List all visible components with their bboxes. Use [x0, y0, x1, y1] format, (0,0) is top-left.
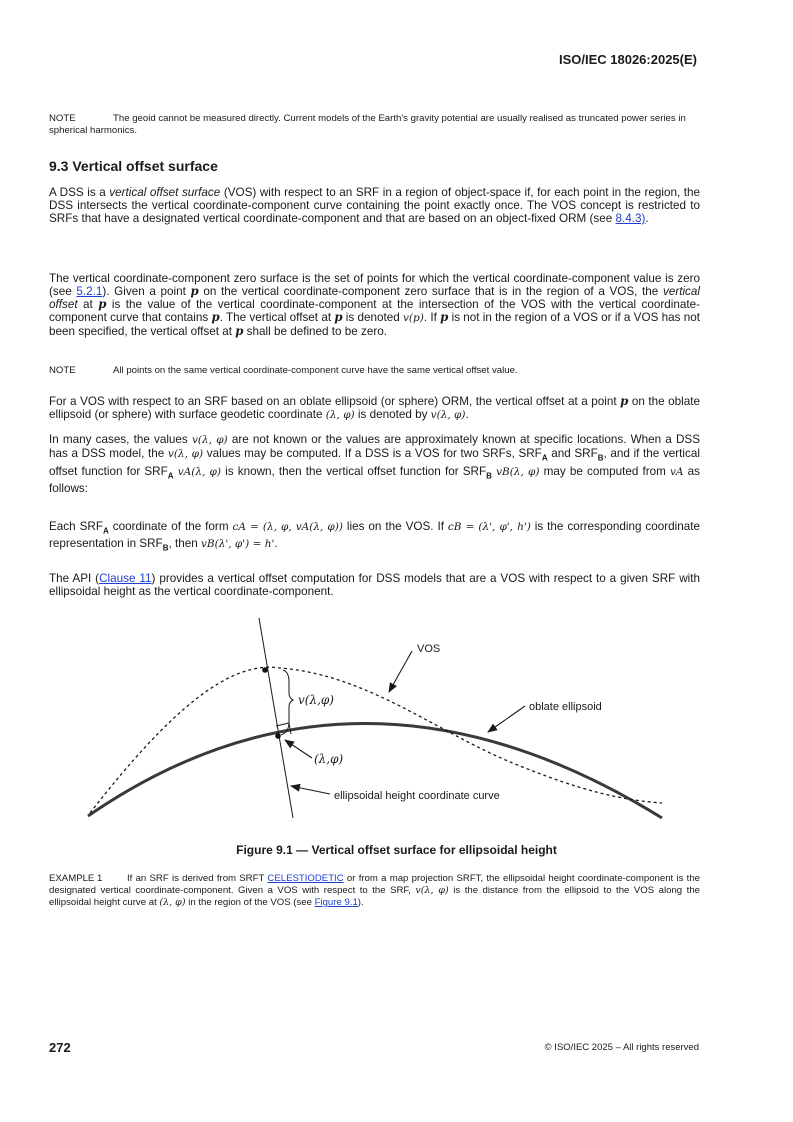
note-tag: NOTE — [49, 113, 76, 124]
page-number: 272 — [49, 1040, 71, 1055]
link-clause-11[interactable]: Clause 11 — [99, 572, 152, 585]
note-text: The geoid cannot be measured directly. Current models of the Earth's gravity potential are usually realised as truncated power series in spherical harmonics. — [49, 113, 686, 136]
paragraph-vertical-offset: The vertical coordinate-component zero surface is the set of points for which the vertical coordinate-component value is zero (see 5.2.1). Given a point p on the vertical coordinate-component zero surface that is in the region of a VOS, the vertical offset at p is the value of the vertical coordinate-component at the intersection of the VOS with the vertical coordinate-component curve that contains p. The vertical offset at p is denoted v(p). If p is not in the region of a VOS or if a VOS has not been specified, the vertical offset at p shall be defined to be zero. — [49, 272, 700, 339]
note-text: All points on the same vertical coordinate-component curve have the same vertical offset value. — [113, 365, 518, 376]
paragraph-vos-definition: A DSS is a vertical offset surface (VOS) with respect to an SRF in a region of object-space if, for each point in the region, the DSS intersects the vertical coordinate-component curve containing the point exactly once. The VOS concept is restricted to SRFs that have a designated vertical coordinate-component and that are based on an object-fixed ORM (see 8.4.3). — [49, 186, 700, 226]
example-1: EXAMPLE 1 If an SRF is derived from SRFT CELESTIODETIC or from a map projection SRFT, the ellipsoidal height coordinate-component is the designated vertical coordinate-component. Given a VOS with respect to the SRF, v(λ, φ) is the distance from the ellipsoid to the VOS along the ellipsoidal height curve at (λ, φ) in the region of the VOS (see Figure 9.1). — [49, 873, 700, 908]
paragraph-api: The API (Clause 11) provides a vertical offset computation for DSS models that are a VOS with respect to a given SRF with ellipsoidal height as the vertical coordinate-component. — [49, 572, 701, 599]
vos-intersection-point — [262, 667, 268, 673]
ellipsoidal-height-curve-line — [259, 618, 293, 818]
ellipsoid-point — [275, 733, 281, 739]
arrow-to-vos — [389, 651, 412, 692]
section-heading: 9.3 Vertical offset surface — [49, 158, 218, 174]
figure-caption: Figure 9.1 — Vertical offset surface for ellipsoidal height — [236, 843, 557, 857]
term-vos: vertical offset surface — [109, 186, 221, 199]
paragraph-dss-model: In many cases, the values v(λ, φ) are not known or the values are approximately known at specific locations. When a DSS has a DSS model, the v(λ, φ) values may be computed. If a DSS is a VOS for two SRFs, $SRF_A$ and $SRF_B$, and if the vertical offset function for $SRF_A$ vA(λ, φ) is known, then the vertical offset function for $SRF_B$ vB(λ, φ) may be computed from vA as follows: — [49, 433, 701, 495]
example-tag: EXAMPLE 1 — [49, 873, 103, 884]
link-8-4-3[interactable]: 8.4.3) — [615, 212, 646, 226]
link-celestiodetic[interactable]: CELESTIODETIC — [267, 873, 344, 884]
copyright-notice: © ISO/IEC 2025 – All rights reserved — [544, 1042, 699, 1053]
term-vertical-offset: vertical offset — [49, 285, 700, 312]
link-figure-9-1[interactable]: Figure 9.1 — [314, 897, 358, 908]
arrow-to-ellipsoid — [488, 706, 525, 732]
label-point-coordinates: (λ,φ) — [314, 752, 344, 766]
oblate-ellipsoid-curve — [88, 723, 662, 818]
document-id-header: ISO/IEC 18026:2025(E) — [558, 52, 697, 67]
link-5-2-1[interactable]: 5.2.1 — [76, 285, 103, 299]
label-height-curve: ellipsoidal height coordinate curve — [334, 790, 500, 802]
offset-brace — [281, 670, 293, 735]
label-oblate-ellipsoid: oblate ellipsoid — [529, 701, 602, 713]
arrow-to-point — [285, 740, 312, 758]
label-vertical-offset: v(λ,φ) — [298, 693, 334, 707]
paragraph-oblate-ellipsoid: For a VOS with respect to an SRF based on an oblate ellipsoid (or sphere) ORM, the vertical offset at a point p on the oblate ellipsoid (or sphere) with surface geodetic coordinate (λ, φ) is denoted by v(λ, φ). — [49, 394, 700, 422]
paragraph-coordinate-form: Each $SRF_A$ coordinate of the form cA = (λ, φ, vA(λ, φ)) lies on the VOS. If cB = (λ', φ', h') is the corresponding coordinate representation in $SRF_B$, then vB(λ', φ') = h'. — [49, 520, 700, 553]
note-tag: NOTE — [49, 365, 76, 376]
label-vos: VOS — [417, 643, 441, 655]
arrow-to-curve — [291, 786, 330, 794]
